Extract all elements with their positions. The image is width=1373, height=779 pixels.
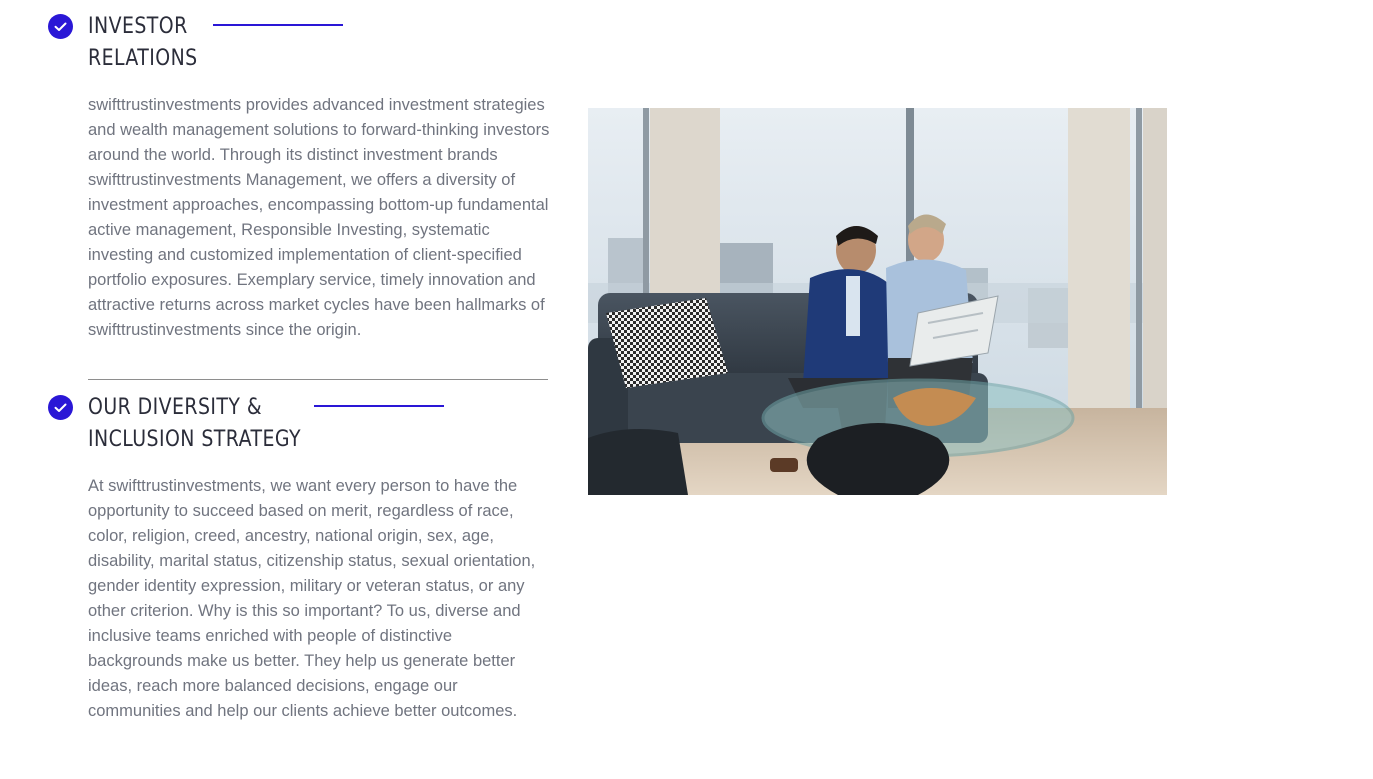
- section-title-line1: INVESTOR: [88, 14, 188, 39]
- office-meeting-photo: [588, 108, 1167, 495]
- section-title-line2: INCLUSION STRATEGY: [88, 427, 301, 452]
- section-title: [88, 11, 198, 75]
- section-diversity-inclusion: [48, 392, 548, 720]
- section-header: [48, 392, 548, 456]
- check-circle-icon: [48, 395, 73, 420]
- section-header: [48, 11, 548, 75]
- section-title: [88, 392, 301, 456]
- title-accent-line: [314, 405, 444, 407]
- check-circle-icon: [48, 14, 73, 39]
- section-investor-relations: [48, 11, 550, 339]
- section-body: At swifttrustinvestments, we want every person to have the opportunity to succeed based on merit, regardless of race, color, religion, creed, ancestry, national origin, sex, age, disability, marital status, citizenship status, sexual orientation, gender identity expression, military or veteran status, or any other criterion. Why is this so important? To us, diverse and inclusive teams enriched with people of distinctive backgrounds make us better. They help us generate better ideas, reach more balanced decisions, engage our communities and help our clients achieve better outcomes.: [88, 477, 536, 720]
- section-title-line1: OUR DIVERSITY &: [88, 395, 263, 420]
- title-accent-line: [213, 24, 343, 26]
- section-body: swifttrustinvestments provides advanced investment strategies and wealth management solutions to forward-thinking investors around the world. Through its distinct investment brands swifttrustinvestments Management, we offers a diversity of investment approaches, encompassing bottom-up fundamental active management, Responsible Investing, systematic investing and customized implementation of client-specified portfolio exposures. Exemplary service, timely innovation and attractive returns across market cycles have been hallmarks of swifttrustinvestments since the origin.: [88, 96, 550, 339]
- section-title-line2: RELATIONS: [88, 46, 198, 71]
- section-divider: [88, 379, 548, 380]
